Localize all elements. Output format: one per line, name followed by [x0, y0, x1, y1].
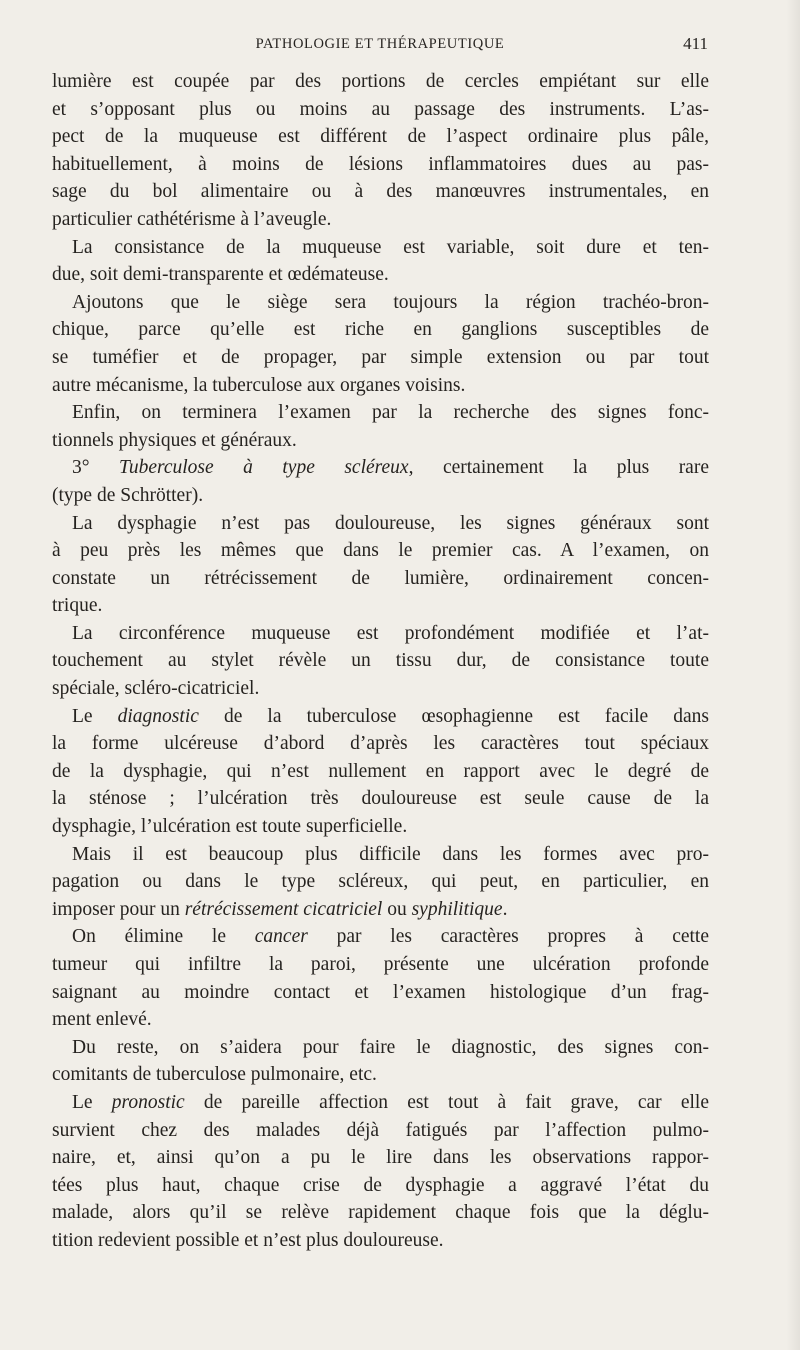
text-line: comitants de tuberculose pulmonaire, etc.	[52, 1064, 377, 1086]
emphasis: rétrécissement cicatriciel	[184, 898, 383, 920]
emphasis: cancer	[254, 926, 308, 948]
text-run: imposer pour un	[52, 898, 185, 920]
text-line: pagation ou dans le type scléreux, qui peut, en particulier, en	[52, 871, 709, 893]
running-title: PATHOLOGIE ET THÉRAPEUTIQUE	[255, 36, 505, 52]
emphasis: Tuberculose à type scléreux	[119, 457, 409, 479]
text-run: de pareille affection est tout à fait grave, car elle	[184, 1091, 709, 1113]
text-line: Enfin, on terminera l’examen par la recherche des signes fonc-	[72, 402, 709, 424]
text-line: à peu près les mêmes que dans le premier cas. A l’examen, on	[52, 540, 709, 562]
text-run: On élimine le	[72, 926, 255, 948]
text-line: dysphagie, l’ulcération est toute superficielle.	[52, 816, 408, 838]
text-line: lumière est coupée par des portions de cercles empiétant sur elle	[52, 71, 709, 92]
text-line: naire, et, ainsi qu’on a pu le lire dans les observations rappor-	[52, 1147, 709, 1169]
body-text	[52, 68, 709, 1255]
text-line	[52, 703, 709, 731]
text-line: La circonférence muqueuse est profondément modifiée et l’at-	[72, 622, 709, 644]
text-line: sage du bol alimentaire ou à des manœuvres instrumentales, en	[52, 181, 709, 203]
text-line: survient chez des malades déjà fatigués par l’affection pulmo-	[52, 1119, 709, 1141]
text-line: se tuméfier et de propager, par simple extension ou par tout	[52, 346, 709, 368]
text-line: (type de Schrötter).	[52, 484, 204, 506]
emphasis: syphilitique	[411, 898, 503, 920]
text-run: Le	[72, 705, 118, 727]
text-line: constate un rétrécissement de lumière, ordinairement concen-	[52, 567, 709, 589]
text-run: 3°	[72, 457, 120, 479]
text-line: La dysphagie n’est pas douloureuse, les signes généraux sont	[72, 512, 709, 534]
text-line: ment enlevé.	[52, 1009, 152, 1031]
text-line: tition redevient possible et n’est plus douloureuse.	[52, 1229, 444, 1251]
text-run: , certainement la plus rare	[408, 457, 709, 479]
text-line	[52, 454, 709, 482]
text-line: et s’opposant plus ou moins au passage des instruments. L’as-	[52, 98, 709, 120]
text-line: autre mécanisme, la tuberculose aux organes voisins.	[52, 374, 466, 396]
text-line: Ajoutons que le siège sera toujours la région trachéo-bron-	[72, 291, 709, 313]
text-line: la sténose ; l’ulcération très douloureuse est seule cause de la	[52, 788, 709, 810]
text-run: Le	[72, 1091, 112, 1113]
text-line: due, soit demi-transparente et œdémateuse.	[52, 264, 389, 286]
text-line: spéciale, scléro-cicatriciel.	[52, 678, 260, 700]
text-line: habituellement, à moins de lésions inflammatoires dues au pas-	[52, 153, 709, 175]
emphasis: diagnostic	[117, 705, 199, 727]
text-line: particulier cathétérisme à l’aveugle.	[52, 208, 332, 230]
emphasis: pronostic	[111, 1091, 185, 1113]
text-line: La consistance de la muqueuse est variable, soit dure et ten-	[72, 236, 709, 258]
text-line: trique.	[52, 595, 103, 617]
text-line	[52, 1089, 709, 1117]
page-edge-shadow	[786, 0, 800, 1350]
text-line: saignant au moindre contact et l’examen histologique d’un frag-	[52, 981, 709, 1003]
text-line: de la dysphagie, qui n’est nullement en rapport avec le degré de	[52, 760, 709, 782]
text-line: tées plus haut, chaque crise de dysphagie a aggravé l’état du	[52, 1174, 709, 1196]
page-number: 411	[683, 34, 708, 53]
text-line: Du reste, on s’aidera pour faire le diagnostic, des signes con-	[72, 1036, 709, 1058]
text-line: la forme ulcéreuse d’abord d’après les caractères tout spéciaux	[52, 733, 709, 755]
text-line: touchement au stylet révèle un tissu dur, de consistance toute	[52, 650, 709, 672]
text-run: de la tuberculose œsophagienne est facile dans	[198, 705, 709, 727]
text-run: par les caractères propres à cette	[307, 926, 709, 948]
text-run: ou	[382, 898, 412, 920]
text-line: chique, parce qu’elle est riche en ganglions susceptibles de	[52, 319, 709, 341]
text-line	[52, 896, 709, 924]
text-line: malade, alors qu’il se relève rapidement chaque fois que la déglu-	[52, 1202, 709, 1224]
running-header	[52, 33, 708, 55]
text-line: tionnels physiques et généraux.	[52, 429, 297, 451]
text-line: pect de la muqueuse est différent de l’aspect ordinaire plus pâle,	[52, 126, 709, 148]
text-line: tumeur qui infiltre la paroi, présente une ulcération profonde	[52, 954, 709, 975]
text-run: .	[502, 898, 508, 920]
text-line	[52, 923, 709, 951]
text-line: Mais il est beaucoup plus difficile dans les formes avec pro-	[72, 843, 709, 865]
